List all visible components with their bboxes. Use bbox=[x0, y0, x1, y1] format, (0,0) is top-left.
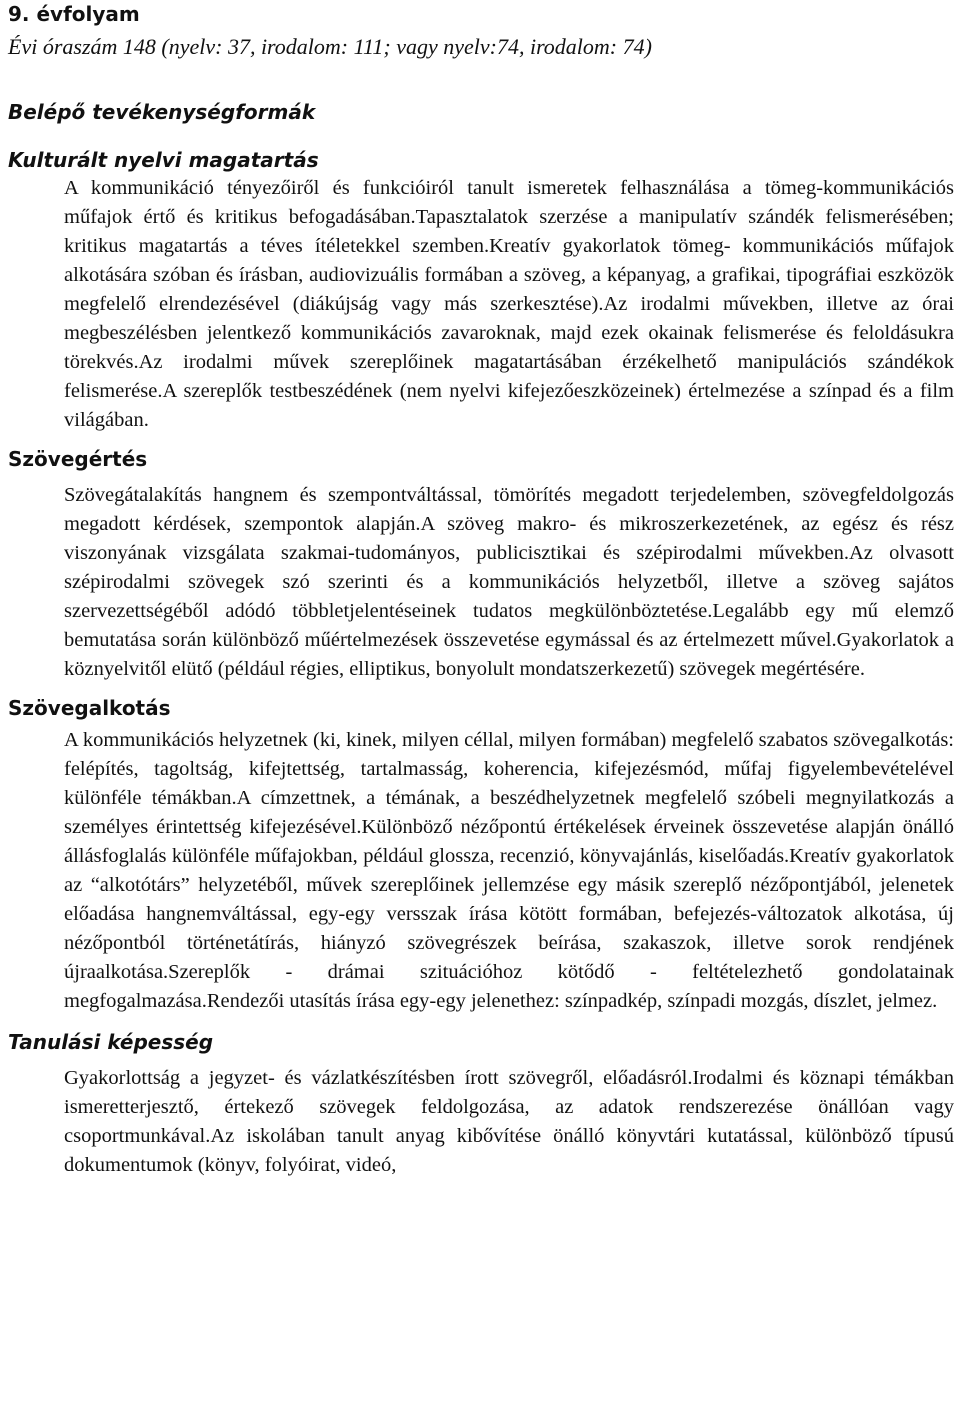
section-text-learning-ability: Gyakorlottság a jegyzet- és vázlatkészítésben írott szövegről, előadásról.Irodalmi és köznapi témákban ismeretterjesztő, értekező szövegek feldolgozása, az adatok rendszerezése önállóan vagy csoportmunkával.Az iskolában tanult anyag kibővítése önálló könyvtári kutatással, különböző típusú dokumentumok (könyv, folyóirat, videó, bbox=[64, 1067, 954, 1176]
spacer bbox=[8, 435, 954, 445]
section-text-cultured-language: A kommunikáció tényezőiről és funkcióiról tanult ismeretek felhasználása a tömeg-kommunikációs műfajok értő és kritikus befogadásában.Tapasztalatok szerzése a manipulatív szándék felismerésében; kritikus magatartás a téves ítéletekkel szemben.Kreatív gyakorlatok tömeg- kommunikációs műfajok alkotására szóban és írásban, audiovizuális formában a szöveg, a képanyag, a grafikai, tipográfiai eszközök megfelelő elrendezésével (diákújság vagy más szerkesztése).Az irodalmi művekben, illetve az órai megbeszélésben jelentkező kommunikációs zavaroknak, majd ezek okainak felismerése és feloldásukra törekvés.Az irodalmi művek szereplőinek magatartásában érzékelhető manipulációs szándékok felismerése.A szereplők testbeszédének (nem nyelvi kifejezőeszközeinek) értelmezése a színpad és a film világában. bbox=[64, 177, 954, 431]
spacer bbox=[8, 62, 954, 98]
section-title-cultured-language: Kulturált nyelvi magatartás bbox=[8, 148, 319, 172]
annual-hours: Évi óraszám 148 (nyelv: 37, irodalom: 111; vagy nyelv:74, irodalom: 74) bbox=[8, 34, 652, 59]
section-title-text-composition: Szövegalkotás bbox=[8, 696, 171, 720]
section-text-text-composition: A kommunikációs helyzetnek (ki, kinek, milyen céllal, milyen formában) megfelelő szabatos szövegalkotás: felépítés, tagoltság, kifejtettség, tartalmasság, koherencia, kifejezésmód, műfaj figyelembevételével különféle témákban.A címzettnek, a témának, a beszédhelyzetnek megfelelő szóbeli megnyilatkozás a személyes érintettség kifejezésével.Különböző nézőpontú értékelések érveinek összevetése alapján önálló állásfoglalás különféle műfajokban, például glossza, recenzió, könyvajánlás, kiselőadás.Kreatív gyakorlatok az “alkotótárs” helyzetéből, művek szereplőinek jellemzése egy másik szereplő nézőpontjából, jelenetek előadása hangnemváltással, egy-egy versszak írása kötött formában, befejezés-változatok alkotása, új nézőpontból történetátírás, hiányzó szövegrészek beírása, szakaszok, illetve sorok rendjének újraalkotása.Szereplők - drámai szituációhoz kötődő - feltételezhető gondolatainak megfogalmazása.Rendezői utasítás írása egy-egy jelenethez: színpadkép, színpadi mozgás, díszlet, jelmez. bbox=[64, 729, 954, 1012]
spacer bbox=[8, 1016, 954, 1028]
spacer bbox=[8, 473, 954, 481]
spacer bbox=[8, 1056, 954, 1064]
spacer bbox=[8, 126, 954, 146]
section-title-text-comprehension: Szövegértés bbox=[8, 447, 148, 471]
grade-heading: 9. évfolyam bbox=[8, 2, 140, 26]
entry-activities-title: Belépő tevékenységformák bbox=[8, 100, 316, 124]
section-text-text-comprehension: Szövegátalakítás hangnem és szempontváltással, tömörítés megadott terjedelemben, szövegfeldolgozás megadott kérdések, szempontok alapján.A szöveg makro- és mikroszerkezetének, az egész és rész viszonyának vizsgálata szakmai-tudományos, publicisztikai és szépirodalmi művekben.Az olvasott szépirodalmi szövegek szó szerinti és a kommunikációs helyzetből, illetve a szöveg sajátos szervezettségéből adódó többletjelentéseinek tudatos megkülönböztetése.Legalább egy mű elemző bemutatása során különböző műértelmezések összevetése egymással és az értelmezett művel.Gyakorlatok a köznyelvitől elütő (például régies, elliptikus, bonyolult mondatszerkezetű) szövegek megértésére. bbox=[64, 484, 954, 680]
section-title-learning-ability: Tanulási képesség bbox=[8, 1030, 214, 1054]
spacer bbox=[8, 684, 954, 694]
